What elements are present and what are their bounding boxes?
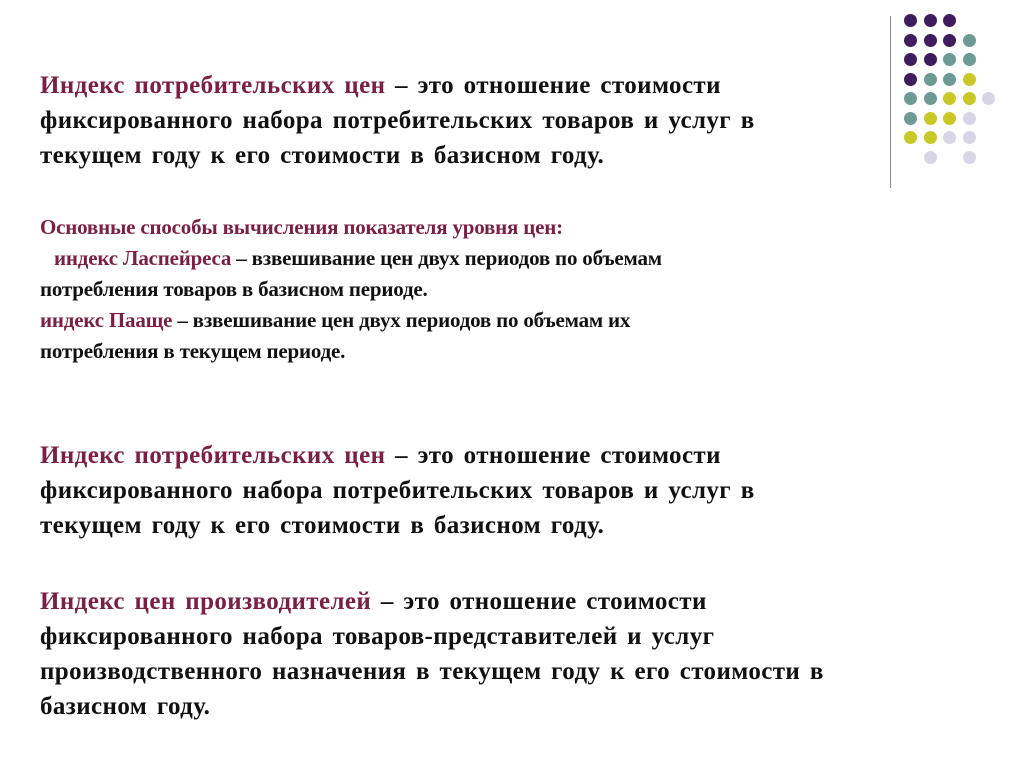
decorative-dot: [904, 34, 917, 47]
cpi-1-line-1: [40, 68, 840, 103]
decorative-dot: [924, 112, 937, 125]
decorative-dot: [982, 92, 995, 105]
decorative-dot: [963, 34, 976, 47]
decorative-dot: [924, 53, 937, 66]
decorative-dot-grid: [904, 14, 1004, 164]
cpi-2-line-1-rest: – это отношение стоимости: [385, 442, 721, 469]
decorative-divider: [890, 16, 891, 188]
decorative-dot: [924, 131, 937, 144]
ppi-line-3: производственного назначения в текущем году к его стоимости в: [40, 658, 824, 685]
laspeyres-line-1-rest: – взвешивание цен двух периодов по объемам: [231, 246, 662, 270]
cpi-2-line-1: [40, 438, 840, 473]
cpi-2-line-2: фиксированного набора потребительских товаров и услуг в: [40, 477, 755, 504]
price-index-methods: [40, 212, 860, 367]
laspeyres-line-1: [40, 243, 860, 274]
decorative-dot: [943, 73, 956, 86]
cpi-1-line-1-rest: – это отношение стоимости: [385, 72, 721, 99]
decorative-dot: [924, 151, 937, 164]
ppi-definition: [40, 584, 900, 724]
decorative-dot: [943, 34, 956, 47]
paasche-line-2: потребления в текущем периоде.: [40, 339, 346, 363]
decorative-dot: [924, 14, 937, 27]
decorative-dot: [963, 53, 976, 66]
ppi-line-1-rest: – это отношение стоимости: [371, 588, 707, 615]
decorative-dot: [904, 112, 917, 125]
decorative-dot: [924, 73, 937, 86]
ppi-line-2: фиксированного набора товаров-представителей и услуг: [40, 623, 715, 650]
cpi-definition-2: [40, 438, 840, 543]
decorative-dot: [943, 92, 956, 105]
decorative-dot: [943, 14, 956, 27]
decorative-dot: [924, 92, 937, 105]
decorative-dot: [943, 131, 956, 144]
cpi-definition-1: [40, 68, 840, 173]
decorative-dot: [904, 14, 917, 27]
decorative-dot: [904, 92, 917, 105]
paasche-term: индекс Пааще: [40, 308, 173, 332]
decorative-dot: [963, 131, 976, 144]
cpi-2-term: Индекс потребительских цен: [40, 442, 386, 469]
cpi-2-line-3: текущем году к его стоимости в базисном году.: [40, 512, 605, 539]
decorative-dot: [924, 34, 937, 47]
ppi-line-4: базисном году.: [40, 693, 211, 720]
paasche-line-1: [40, 305, 860, 336]
decorative-dot: [904, 131, 917, 144]
decorative-dot: [963, 151, 976, 164]
decorative-dot: [963, 112, 976, 125]
paasche-line-1-rest: – взвешивание цен двух периодов по объемам их: [172, 308, 631, 332]
cpi-1-line-2: фиксированного набора потребительских товаров и услуг в: [40, 107, 755, 134]
decorative-dot: [904, 53, 917, 66]
decorative-dot: [963, 92, 976, 105]
cpi-1-line-3: текущем году к его стоимости в базисном году.: [40, 142, 605, 169]
ppi-line-1: [40, 584, 900, 619]
laspeyres-line-2: потребления товаров в базисном периоде.: [40, 277, 428, 301]
decorative-dot: [943, 112, 956, 125]
decorative-dot: [943, 53, 956, 66]
decorative-dot: [904, 73, 917, 86]
decorative-dot: [963, 73, 976, 86]
methods-heading: Основные способы вычисления показателя уровня цен:: [40, 215, 563, 239]
laspeyres-term: индекс Ласпейреса: [54, 246, 232, 270]
cpi-1-term: Индекс потребительских цен: [40, 72, 386, 99]
ppi-term: Индекс цен производителей: [40, 588, 372, 615]
